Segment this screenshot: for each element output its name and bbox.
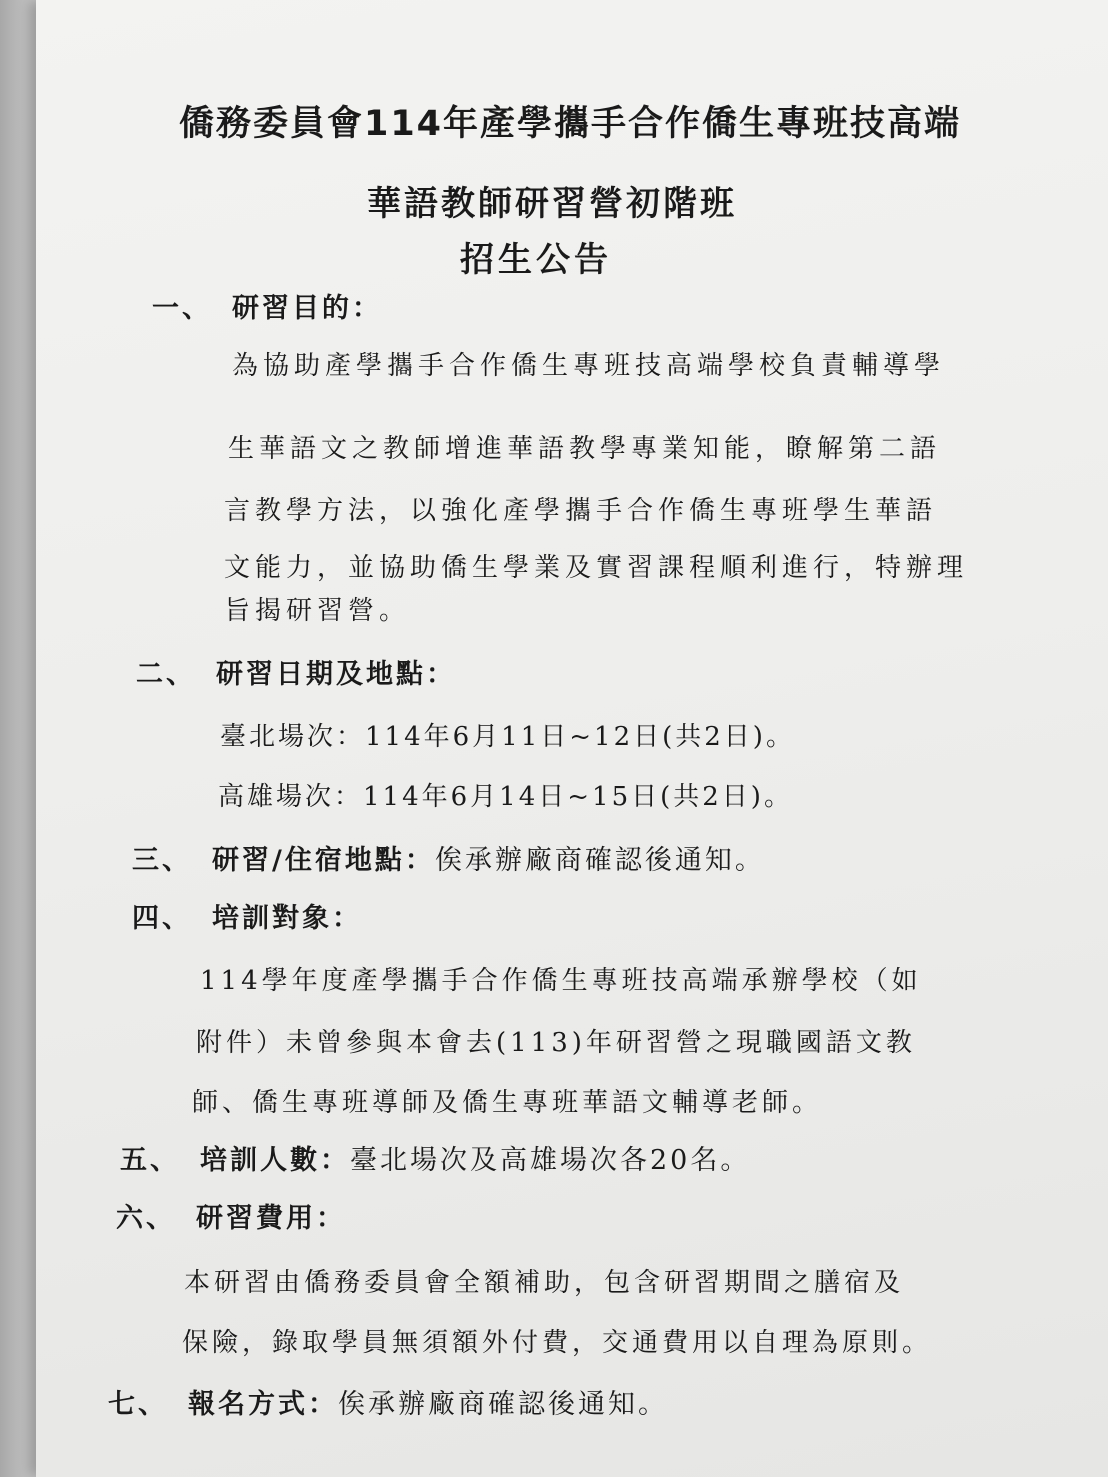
section-3-heading [132, 838, 765, 877]
section-2-label: 研習日期及地點： [216, 659, 456, 690]
section-3-label: 研習/住宿地點： [212, 845, 435, 876]
section-3-text: 俟承辦廠商確認後通知。 [434, 845, 765, 876]
section-6-heading [116, 1196, 346, 1235]
section-5-label: 培訓人數： [200, 1145, 350, 1176]
section-6-label: 研習費用： [196, 1203, 346, 1234]
section-1-line-5: 旨揭研習營。 [224, 596, 411, 626]
section-1-line-3: 言教學方法，以強化產學攜手合作僑生專班學生華語 [224, 496, 938, 526]
section-1-label: 研習目的： [232, 293, 382, 324]
section-1-line-4: 文能力，並協助僑生學業及實習課程順利進行，特辦理 [224, 553, 969, 583]
section-2-taipei-session: 臺北場次：114年6月11日~12日(共2日)。 [220, 722, 795, 752]
section-2-kaohsiung-session: 高雄場次：114年6月14日~15日(共2日)。 [218, 782, 793, 812]
section-1-line-1: 為協助產學攜手合作僑生專班技高端學校負責輔導學 [232, 351, 946, 381]
section-5-heading [120, 1138, 750, 1177]
section-3-number: 三、 [132, 845, 192, 876]
section-2-number: 二、 [136, 659, 196, 690]
section-1-heading [152, 286, 382, 325]
section-5-number: 五、 [120, 1145, 180, 1176]
section-4-heading [132, 896, 362, 935]
paper-sheet [36, 0, 1108, 1477]
section-5-text: 臺北場次及高雄場次各20名。 [350, 1145, 751, 1176]
section-4-line-2: 附件）未曾參與本會去(113)年研習營之現職國語文教 [196, 1028, 916, 1058]
section-4-line-3: 師、僑生專班導師及僑生專班華語文輔導老師。 [192, 1088, 823, 1118]
title-line-2: 華語教師研習營初階班 [367, 184, 737, 224]
title-line-3: 招生公告 [460, 240, 612, 280]
section-7-text: 俟承辦廠商確認後通知。 [338, 1389, 668, 1420]
section-6-number: 六、 [116, 1203, 176, 1234]
section-4-line-1: 114學年度產學攜手合作僑生專班技高端承辦學校（如 [200, 966, 922, 996]
section-7-number: 七、 [108, 1389, 168, 1420]
section-7-heading [108, 1382, 668, 1421]
announcement-document [36, 0, 1108, 1477]
section-6-line-1: 本研習由僑務委員會全額補助，包含研習期間之膳宿及 [184, 1268, 905, 1298]
section-7-label: 報名方式： [188, 1389, 338, 1420]
title-line-1: 僑務委員會114年產學攜手合作僑生專班技高端 [178, 104, 962, 144]
section-4-number: 四、 [132, 903, 192, 934]
section-4-label: 培訓對象： [212, 903, 362, 934]
section-1-number: 一、 [152, 293, 212, 324]
section-1-line-2: 生華語文之教師增進華語教學專業知能，瞭解第二語 [228, 434, 942, 464]
section-6-line-2: 保險，錄取學員無須額外付費，交通費用以自理為原則。 [182, 1328, 933, 1358]
section-2-heading [136, 652, 456, 691]
